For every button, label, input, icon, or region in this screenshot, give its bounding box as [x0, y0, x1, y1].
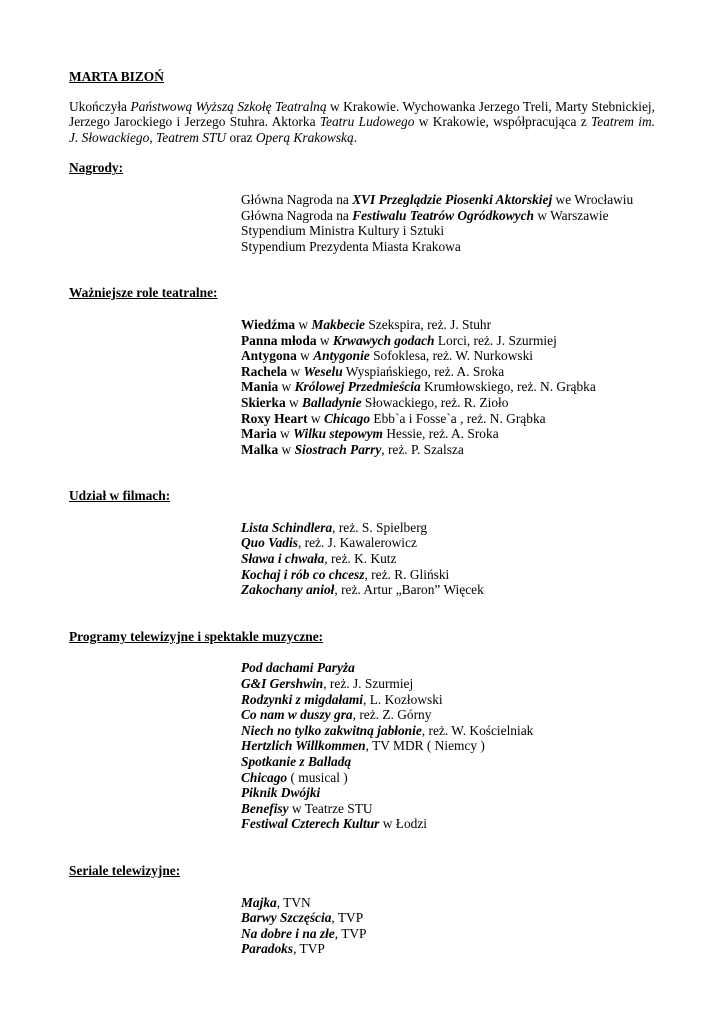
- tv-program-item: Rodzynki z migdałami, L. Kozłowski: [241, 691, 443, 707]
- award-item: Główna Nagroda na XVI Przeglądzie Piosenki Aktorskiej we Wrocławiu: [241, 191, 634, 207]
- theatre-name: Teatrem im. J. Słowackiego: [69, 114, 655, 145]
- role-item: Mania w Królowej Przedmieścia Krumłowskiego, reż. N. Grąbka: [241, 379, 596, 395]
- school-name: Państwową Wyższą Szkołę Teatralną: [130, 98, 327, 114]
- films-heading: Udział w filmach:: [69, 488, 171, 504]
- role-item: Skierka w Balladynie Słowackiego, reż. R. Zioło: [241, 394, 509, 410]
- award-item: Główna Nagroda na Festiwalu Teatrów Ogródkowych w Warszawie: [241, 207, 609, 223]
- tv-series-item: Paradoks, TVP: [241, 941, 325, 957]
- tv-program-item: Hertzlich Willkommen, TV MDR ( Niemcy ): [241, 738, 485, 754]
- tv-series-item: Majka, TVN: [241, 894, 311, 910]
- film-item: Sława i chwała, reż. K. Kutz: [241, 551, 397, 567]
- tv-program-item: Benefisy w Teatrze STU: [241, 800, 373, 816]
- role-item: Panna młoda w Krwawych godach Lorci, reż. J. Szurmiej: [241, 332, 557, 348]
- tv-program-item: Piknik Dwójki: [241, 785, 321, 801]
- tv-series-list: [241, 895, 655, 957]
- intro-text: w Krakowie. Wychowanka Jerzego Treli, Marty Stebnickiej, Jerzego Jarockiego i Jerzego Stuhra. Aktorka: [69, 98, 655, 130]
- tv-series-item: Na dobre i na złe, TVP: [241, 925, 367, 941]
- theatre-name: Operą Krakowską: [255, 129, 354, 145]
- theatre-roles-heading: Ważniejsze role teatralne:: [69, 285, 218, 301]
- tv-program-item: G&I Gershwin, reż. J. Szurmiej: [241, 676, 414, 692]
- intro-text: w Krakowie, współpracująca z: [414, 114, 592, 130]
- theatre-roles-list: [241, 317, 655, 457]
- awards-heading: Nagrody:: [69, 160, 124, 176]
- tv-program-item: Festiwal Czterech Kultur w Łodzi: [241, 816, 428, 832]
- role-item: Maria w Wilku stepowym Hessie, reż. A. Sroka: [241, 426, 499, 442]
- tv-programs-list: [241, 660, 655, 832]
- role-item: Wiedźma w Makbecie Szekspira, reż. J. Stuhr: [241, 316, 492, 332]
- tv-programs-heading: Programy telewizyjne i spektakle muzyczne:: [69, 628, 324, 644]
- tv-program-item: Co nam w duszy gra, reż. Z. Górny: [241, 707, 432, 723]
- tv-program-item: Pod dachami Paryża: [241, 660, 355, 676]
- films-list: [241, 520, 655, 598]
- intro-text: ,: [149, 129, 157, 145]
- award-item: Stypendium Ministra Kultury i Sztuki: [241, 223, 445, 239]
- film-item: Quo Vadis, reż. J. Kawalerowicz: [241, 535, 417, 551]
- role-item: Roxy Heart w Chicago Ebb`a i Fosse`a , reż. N. Grąbka: [241, 410, 546, 426]
- role-item: Rachela w Weselu Wyspiańskiego, reż. A. Sroka: [241, 363, 505, 379]
- film-item: Zakochany anioł, reż. Artur „Baron” Więcek: [241, 582, 484, 598]
- tv-series-heading: Seriale telewizyjne:: [69, 862, 181, 878]
- role-item: Antygona w Antygonie Sofoklesa, reż. W. Nurkowski: [241, 348, 534, 364]
- tv-series-item: Barwy Szczęścia, TVP: [241, 910, 364, 926]
- theatre-name: Teatrem STU: [156, 129, 227, 145]
- tv-program-item: Niech no tylko zakwitną jabłonie, reż. W. Kościelniak: [241, 722, 534, 738]
- theatre-name: Teatru Ludowego: [319, 114, 415, 130]
- tv-program-item: Spotkanie z Balladą: [241, 754, 352, 769]
- role-item: Malka w Siostrach Parry, reż. P. Szalsza: [241, 441, 464, 457]
- tv-program-item: Chicago ( musical ): [241, 769, 348, 785]
- intro-text: oraz: [226, 129, 256, 145]
- biography-paragraph: [69, 99, 655, 146]
- film-item: Kochaj i rób co chcesz, reż. R. Gliński: [241, 566, 450, 582]
- film-item: Lista Schindlera, reż. S. Spielberg: [241, 519, 428, 535]
- document-page: [69, 69, 655, 957]
- intro-text: Ukończyła: [69, 98, 131, 114]
- person-name: MARTA BIZOŃ: [69, 69, 164, 84]
- intro-text: .: [353, 129, 358, 145]
- award-item: Stypendium Prezydenta Miasta Krakowa: [241, 238, 461, 254]
- awards-list: [241, 192, 655, 254]
